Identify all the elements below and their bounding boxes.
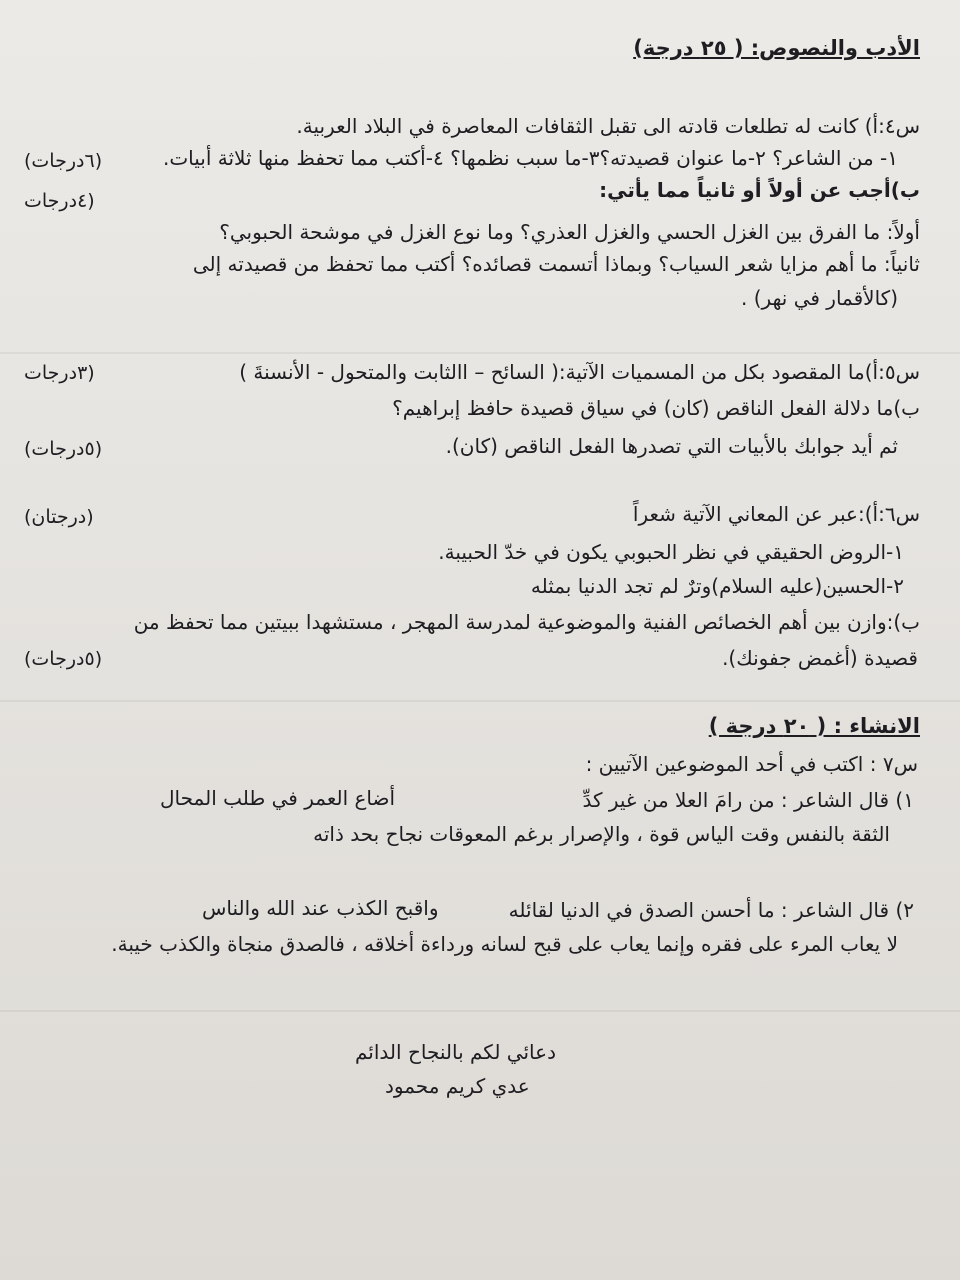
q4-a-line1: س٤:أ) كانت له تطلعات قادته الى تقبل الثقافات المعاصرة في البلاد العربية. [296,114,920,138]
composition-section-title: الانشاء : ( ٢٠ درجة ) [708,714,920,738]
q5-a-line: س٥:أ)ما المقصود بكل من المسميات الآتية:( السائح – االثابت والمتحول - الأنسنةَ ) [239,360,920,384]
q4-second-option-line1: ثانياً: ما أهم مزايا شعر السياب؟ وبماذا أتسمت قصائده؟ أكتب مما تحفظ من قصيدته إلى [192,252,920,276]
q5-a-marks: (٣درجات [24,362,95,384]
q4-b-line: ب)أجب عن أولاً أو ثانياً مما يأتي: [599,178,920,202]
q6-item1: ١-الروض الحقيقي في نظر الحبوبي يكون في خدّ الحبيبة. [438,540,904,564]
q6-b-line1: ب):وازن بين أهم الخصائص الفنية والموضوعية لمدرسة المهجر ، مستشهدا ببيتين مما تحفظ من [133,610,920,634]
q6-a-marks: (درجتان) [24,506,94,528]
q5-b-marks: (٥درجات) [24,438,103,460]
q4-first-option: أولاً: ما الفرق بين الغزل الحسي والغزل العذري؟ وما نوع الغزل في موشحة الحبوبي؟ [219,220,920,244]
q6-item2: ٢-الحسين(عليه السلام)وترٌ لم تجد الدنيا بمثله [530,574,904,598]
q6-b-line2: قصيدة (أغمض جفونك). [722,646,918,670]
topic1-verse-first-half: ١) قال الشاعر : من رامَ العلا من غير كدِّ [582,788,914,812]
closing-wish: دعائي لكم بالنجاح الدائم [355,1040,556,1064]
q5-b-line2: ثم أيد جوابك بالأبيات التي تصدرها الفعل الناقص (كان). [445,434,898,458]
q6-b-marks: (٥درجات) [24,648,103,670]
topic2-verse-first-half: ٢) قال الشاعر : ما أحسن الصدق في الدنيا لقائله [508,898,914,922]
q5-b-line1: ب)ما دلالة الفعل الناقص (كان) في سياق قصيدة حافظ إبراهيم؟ [392,396,920,420]
q4-second-option-line2: (كالأقمار في نهر) . [741,286,898,310]
topic1-verse-second-half: أضاع العمر في طلب المحال [160,786,396,810]
topic2-verse-second-half: واقبح الكذب عند الله والناس [202,896,439,920]
q6-a-line: س٦:أ):عبر عن المعاني الآتية شعراً [632,502,920,526]
literature-section-title: الأدب والنصوص: ( ٢٥ درجة) [633,36,920,60]
topic1-text: الثقة بالنفس وقت الياس قوة ، والإصرار برغم المعوقات نجاح بحد ذاته [313,822,890,846]
author-name: عدي كريم محمود [385,1074,530,1098]
q4-b-marks: (٤درجات [24,190,95,212]
q4-a-marks: (٦درجات) [24,150,103,172]
q7-instruction: س٧ : اكتب في أحد الموضوعين الآتيين : [585,752,918,776]
topic2-text: لا يعاب المرء على فقره وإنما يعاب على قبح لسانه ورداءة أخلاقه ، فالصدق منجاة والكذب خيبة. [111,932,898,956]
q4-a-line2: ١- من الشاعر؟ ٢-ما عنوان قصيدته؟٣-ما سبب نظمها؟ ٤-أكتب مما تحفظ منها ثلاثة أبيات. [162,146,898,170]
